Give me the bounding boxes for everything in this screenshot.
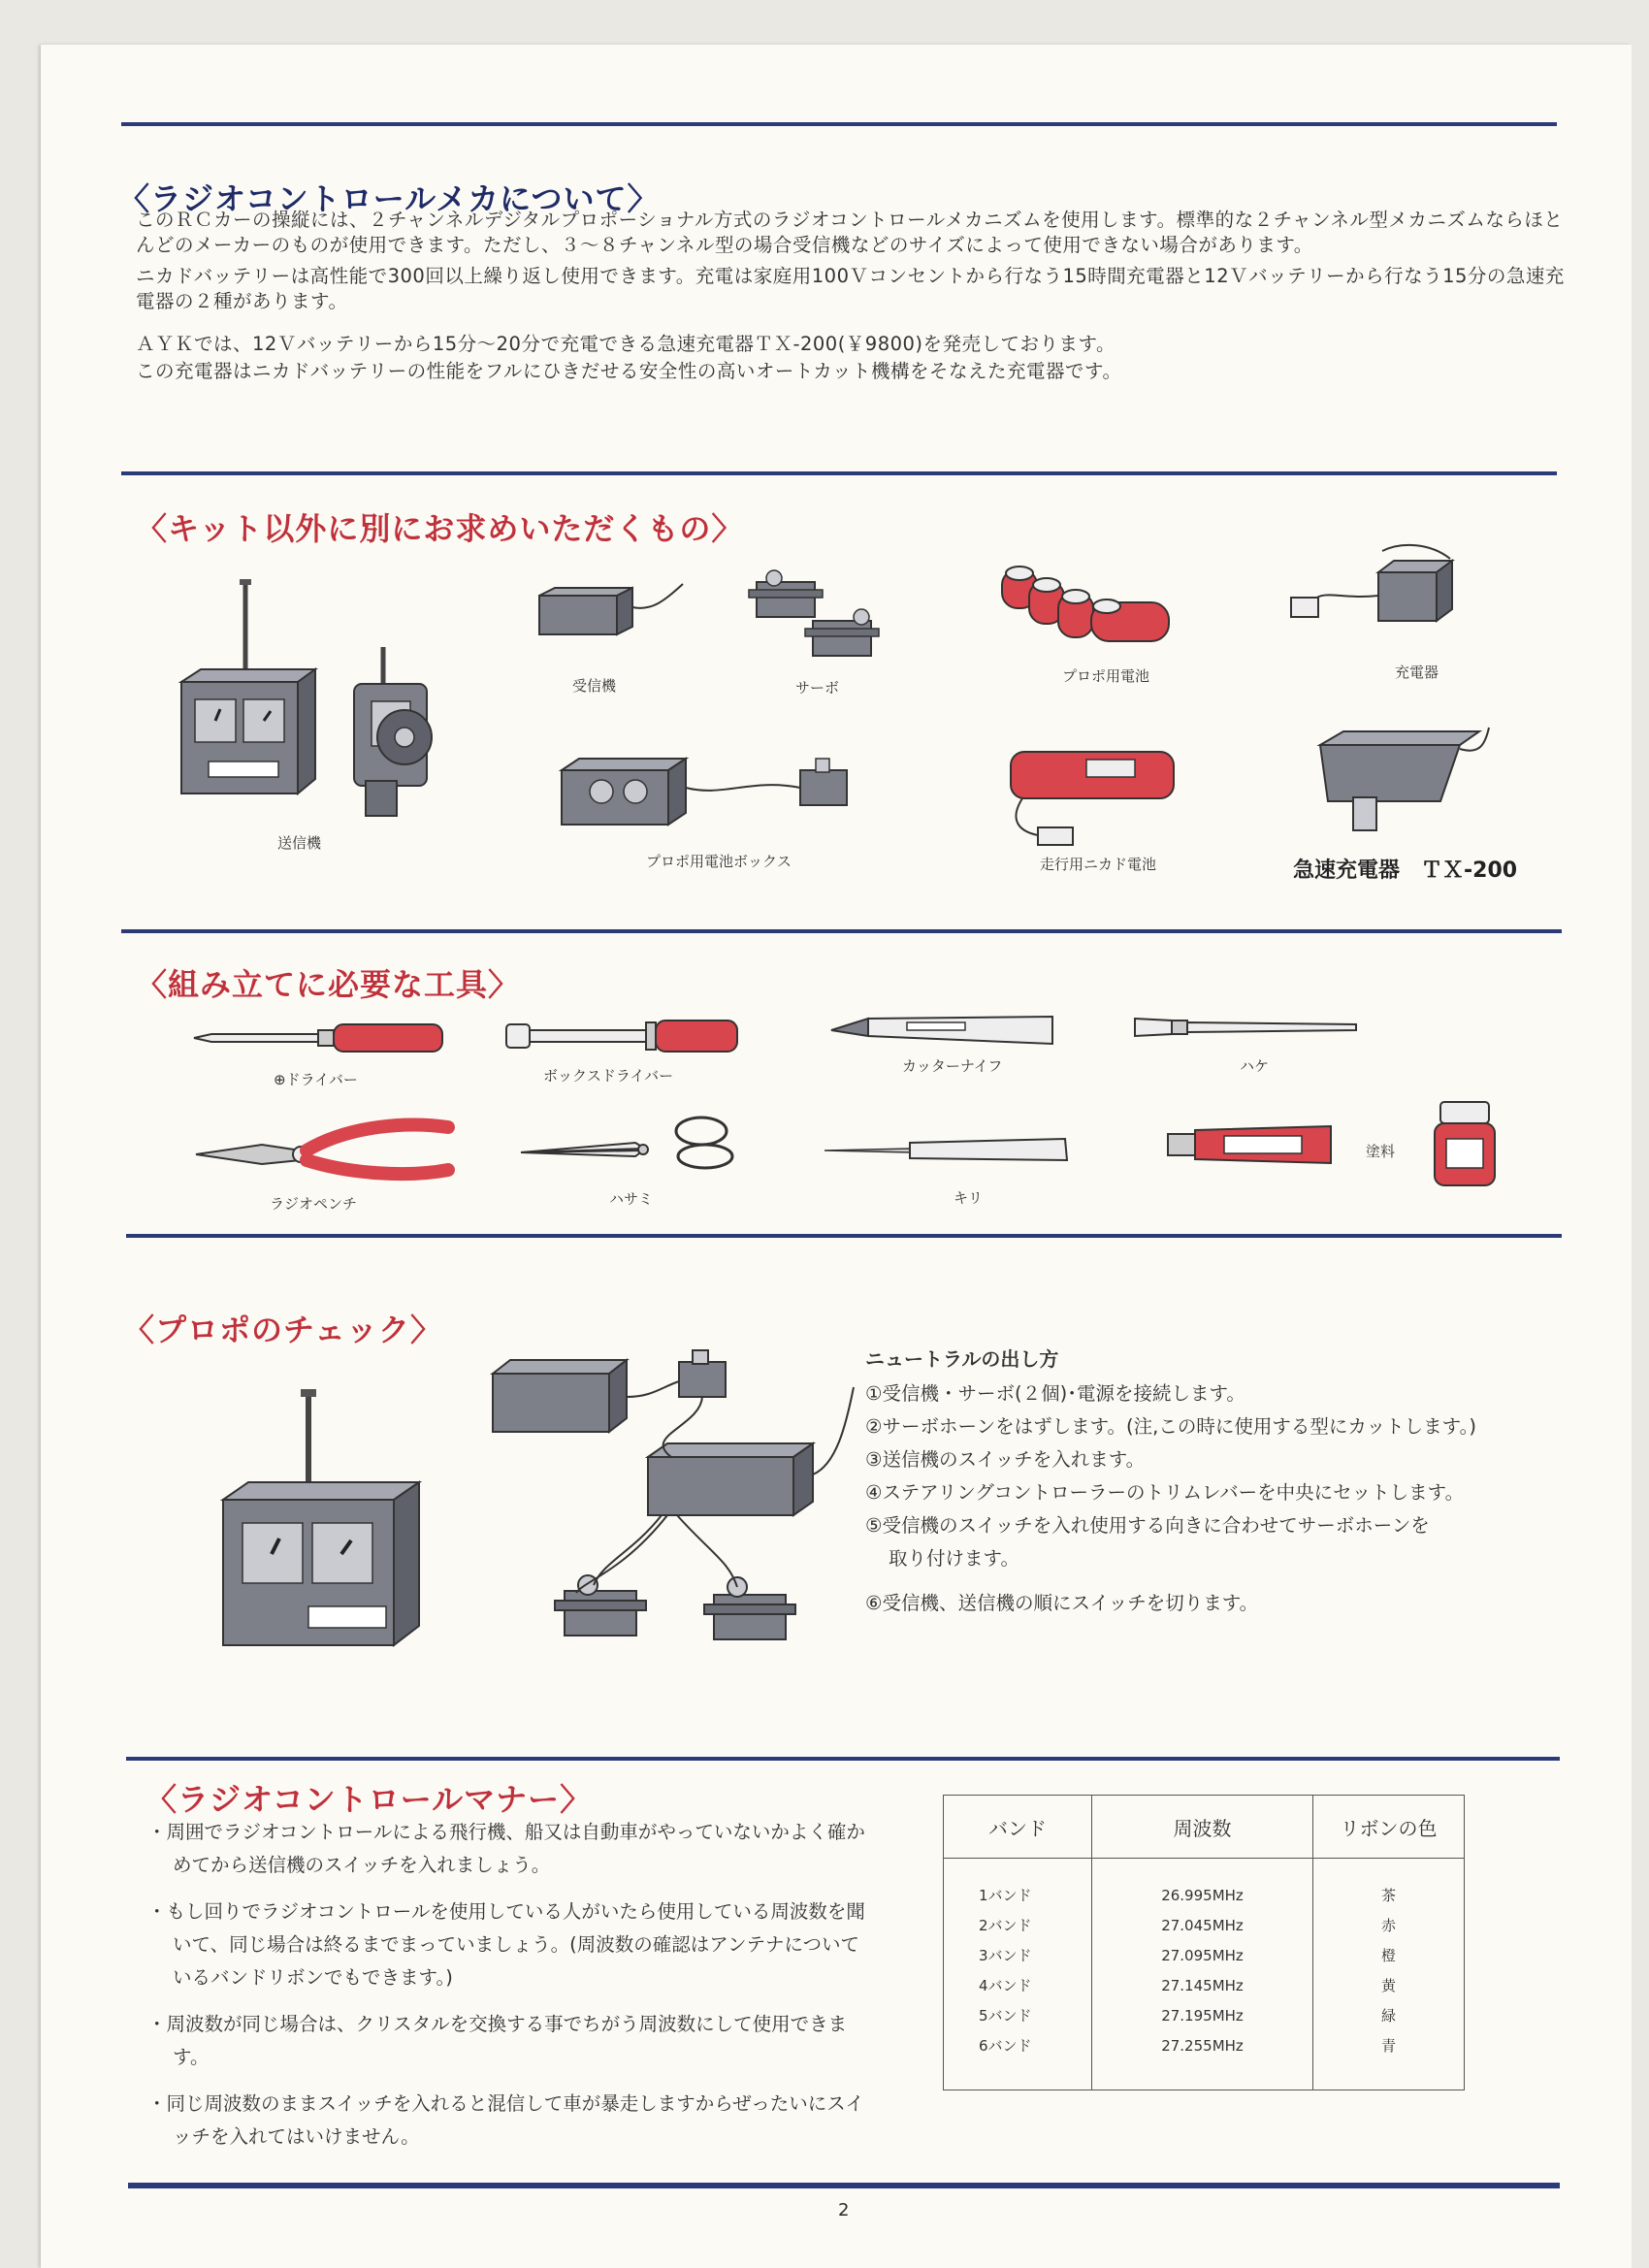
mechanism-paragraph: ニカドバッテリーは高性能で300回以上繰り返し使用できます。充電は家庭用100Ｖコンセントから行なう15時間充電器と12Ｖバッテリーから行なう15分の急速充電器の２種があります。: [136, 265, 1565, 312]
quick-charger-label: 急速充電器 ＴＸ-200: [1293, 859, 1518, 883]
servo-label: サーボ: [795, 679, 840, 697]
mechanism-paragraph: この充電器はニカドバッテリーの性能をフルにひきだせる安全性の高いオートカット機構をそなえた充電器です。: [136, 360, 1122, 382]
table-row: [944, 2030, 1465, 2060]
band-cell: 4バンド: [944, 1970, 1092, 2000]
ribbon-color-cell: 青: [1313, 2030, 1465, 2060]
section-rule: [121, 471, 1557, 475]
neutral-step: ①受信機・サーボ(２個)･電源を接続します。: [865, 1382, 1245, 1405]
drive-battery-label: 走行用ニカド電池: [1040, 856, 1157, 873]
awl-label: キリ: [954, 1189, 984, 1207]
section-heading-check: 〈プロポのチェック〉: [123, 1312, 443, 1348]
section-rule: [126, 1757, 1560, 1761]
section-rule: [128, 2183, 1560, 2188]
drive-battery-illustration: [999, 742, 1183, 849]
table-row: [944, 1940, 1465, 1970]
neutral-step: ⑤受信機のスイッチを入れ使用する向きに合わせてサーボホーンを: [865, 1514, 1430, 1537]
screwdriver-label: ⊕ドライバー: [274, 1071, 358, 1088]
paint-tube-illustration: [1166, 1120, 1341, 1169]
column-header-frequency: 周波数: [1092, 1796, 1313, 1859]
scissors-label: ハサミ: [609, 1190, 654, 1208]
table-row: [944, 1880, 1465, 1910]
paint-jar-illustration: [1431, 1098, 1499, 1190]
section-heading-mechanism: 〈ラジオコントロールメカについて〉: [118, 180, 660, 217]
brush-label: ハケ: [1240, 1057, 1270, 1075]
cutter-label: カッターナイフ: [902, 1057, 1003, 1075]
receiver-illustration: [535, 582, 691, 650]
neutral-title: ニュートラルの出し方: [865, 1347, 1059, 1371]
battery-box-label: プロポ用電池ボックス: [646, 853, 792, 870]
section-heading-tools: 〈組み立てに必要な工具〉: [136, 966, 521, 1003]
frequency-cell: 26.995MHz: [1092, 1880, 1313, 1910]
table-spacer-row: [944, 2060, 1465, 2090]
column-header-ribbon-color: リボンの色: [1313, 1796, 1465, 1859]
page-number: 2: [838, 2200, 850, 2220]
section-heading-manners: 〈ラジオコントロールマナー〉: [146, 1781, 593, 1818]
section-rule: [121, 122, 1557, 126]
pliers-illustration: [194, 1116, 456, 1193]
transmitter-illustration: [170, 577, 364, 820]
table-row: [944, 2000, 1465, 2030]
receiver-label: 受信機: [572, 677, 617, 695]
table-header-row: [944, 1796, 1465, 1859]
column-header-band: バンド: [944, 1796, 1092, 1859]
screwdriver-illustration: [192, 1019, 454, 1057]
manners-item: ・周囲でラジオコントロールによる飛行機、船又は自動車がやっていないかよく確かめてから送信機のスイッチを入れましょう。: [147, 1821, 865, 1876]
band-cell: 3バンド: [944, 1940, 1092, 1970]
battery-box-illustration: [558, 749, 868, 841]
check-transmitter-illustration: [215, 1387, 438, 1654]
mechanism-paragraph: ＡＹＫでは、12Ｖバッテリーから15分～20分で充電できる急速充電器ＴＸ-200(￥9800)を発売しております。: [136, 333, 1116, 355]
neutral-step: ④ステアリングコントローラーのトリムレバーを中央にセットします。: [865, 1481, 1465, 1504]
frequency-cell: 27.255MHz: [1092, 2030, 1313, 2060]
charger-illustration: [1285, 541, 1479, 648]
ribbon-color-cell: 茶: [1313, 1880, 1465, 1910]
ribbon-color-cell: 赤: [1313, 1910, 1465, 1940]
manners-item: ・もし回りでラジオコントロールを使用している人がいたら使用している周波数を聞いて、同じ場合は終るまでまっていましょう。(周波数の確認はアンテナについているバンドリボンでもできます。): [147, 1900, 865, 1989]
box-driver-illustration: [504, 1017, 742, 1055]
table-row: [944, 1910, 1465, 1940]
frequency-table: [943, 1795, 1465, 2090]
band-cell: 1バンド: [944, 1880, 1092, 1910]
quick-charger-illustration: [1314, 726, 1499, 832]
frequency-cell: 27.195MHz: [1092, 2000, 1313, 2030]
box-driver-label: ボックスドライバー: [543, 1067, 674, 1085]
frequency-cell: 27.045MHz: [1092, 1910, 1313, 1940]
manners-list: [147, 1816, 877, 2167]
cutter-illustration: [829, 1011, 1062, 1052]
band-cell: 5バンド: [944, 2000, 1092, 2030]
mechanism-paragraph: このＲＣカーの操縦には、２チャンネルデジタルプロポーショナル方式のラジオコントロールメカニズムを使用します。標準的な２チャンネル型メカニズムならほとんどのメーカーのものが使用できます。ただし、３～８チャンネル型の場合受信機などのサイズによって使用できない場合があります。: [136, 209, 1564, 256]
manners-item: ・周波数が同じ場合は、クリスタルを交換する事でちがう周波数にして使用できます。: [147, 2013, 848, 2068]
table-row: [944, 1970, 1465, 2000]
mechanism-body: [136, 208, 1571, 390]
ribbon-color-cell: 橙: [1313, 1940, 1465, 1970]
steering-transmitter-illustration: [344, 645, 451, 820]
awl-illustration: [823, 1133, 1075, 1168]
servo-illustration: [745, 561, 910, 667]
propo-connection-illustration: [487, 1348, 875, 1678]
band-cell: 2バンド: [944, 1910, 1092, 1940]
neutral-step: ②サーボホーンをはずします。(注,この時に使用する型にカットします。): [865, 1415, 1476, 1438]
table-spacer-row: [944, 1859, 1465, 1881]
neutral-step-continued: 取り付けます。: [889, 1547, 1019, 1570]
ribbon-color-cell: 緑: [1313, 2000, 1465, 2030]
neutral-steps: [865, 1343, 1583, 1620]
manners-item: ・同じ周波数のままスイッチを入れると混信して車が暴走しますからぜったいにスイッチを入れてはいけません。: [147, 2092, 864, 2148]
neutral-step: ③送信機のスイッチを入れます。: [865, 1448, 1146, 1471]
charger-label: 充電器: [1395, 664, 1439, 681]
frequency-cell: 27.145MHz: [1092, 1970, 1313, 2000]
frequency-cell: 27.095MHz: [1092, 1940, 1313, 1970]
paint-label: 塗料: [1366, 1143, 1396, 1160]
section-heading-extras: 〈キット以外に別にお求めいただくもの〉: [136, 510, 744, 547]
brush-illustration: [1133, 1013, 1366, 1042]
propo-battery-label: プロポ用電池: [1062, 667, 1150, 685]
band-cell: 6バンド: [944, 2030, 1092, 2060]
scissors-illustration: [519, 1114, 742, 1172]
section-rule: [121, 929, 1562, 933]
pliers-label: ラジオペンチ: [270, 1195, 358, 1213]
neutral-step: ⑥受信機、送信機の順にスイッチを切ります。: [865, 1592, 1259, 1614]
propo-battery-illustration: [994, 558, 1179, 650]
ribbon-color-cell: 黄: [1313, 1970, 1465, 2000]
transmitter-label: 送信機: [277, 834, 322, 852]
section-rule: [126, 1234, 1562, 1238]
